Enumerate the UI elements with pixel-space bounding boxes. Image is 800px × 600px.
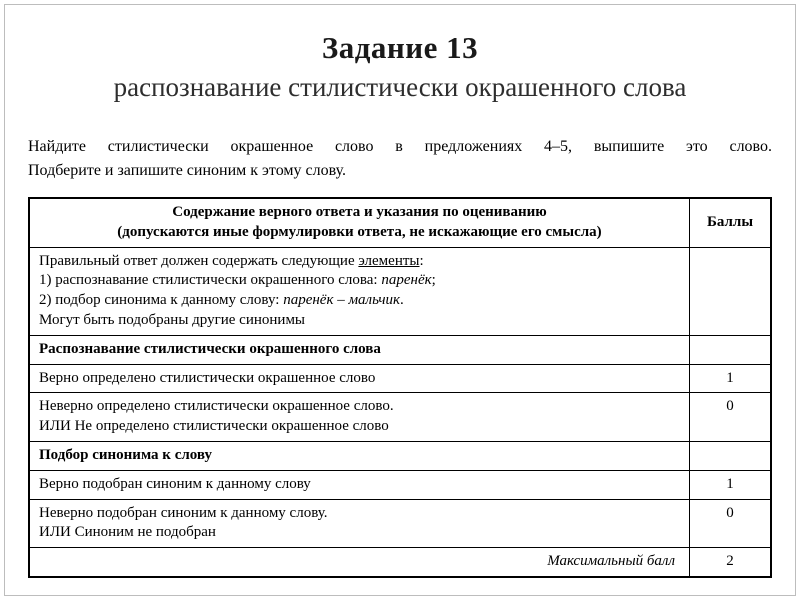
row-text: Верно определено стилистически окрашенное слово [29, 364, 690, 393]
task-text [28, 135, 772, 183]
table-row [29, 470, 771, 499]
slide-title: Задание 13 [321, 30, 479, 65]
row-text: Максимальный балл [29, 548, 690, 577]
table-row [29, 548, 771, 577]
header-score-cell: Баллы [690, 198, 772, 247]
table-row [29, 393, 771, 442]
row-text: Правильный ответ должен содержать следующие элементы: 1) распознавание стилистически окрашенного слова: паренёк; 2) подбор синонима к данному слову: паренёк – мальчик. Могут быть подобраны другие синонимы [29, 247, 690, 335]
row-text: Верно подобран синоним к данному слову [29, 470, 690, 499]
header-content-cell [29, 198, 690, 247]
header-content-subtitle: (допускаются иные формулировки ответа, не искажающие его смысла) [117, 223, 602, 240]
row-score [690, 441, 772, 470]
row-text: Распознавание стилистически окрашенного слова [29, 335, 690, 364]
row-text: Неверно определено стилистически окрашенное слово. ИЛИ Не определено стилистически окрашенное слово [29, 393, 690, 442]
row-text: Неверно подобран синоним к данному слову. ИЛИ Синоним не подобран [29, 499, 690, 548]
table-row [29, 247, 771, 335]
slide-subtitle: распознавание стилистически окрашенного слова [113, 72, 687, 102]
row-score: 1 [690, 470, 772, 499]
task-line-1: Найдите стилистически окрашенное слово в предложениях 4–5, выпишите это слово. [28, 138, 772, 155]
row-score: 2 [690, 548, 772, 577]
criteria-table [28, 197, 772, 578]
row-score [690, 247, 772, 335]
row-score: 0 [690, 499, 772, 548]
row-score [690, 335, 772, 364]
header-content-title: Содержание верного ответа и указания по оцениванию [172, 204, 547, 220]
criteria-table-body [29, 247, 771, 577]
task-line-2: Подберите и запишите синоним к этому слову. [28, 162, 347, 179]
table-row [29, 335, 771, 364]
table-header-row [29, 198, 771, 247]
row-text: Подбор синонима к слову [29, 441, 690, 470]
row-score: 1 [690, 364, 772, 393]
table-row [29, 441, 771, 470]
row-score: 0 [690, 393, 772, 442]
table-row [29, 499, 771, 548]
table-row [29, 364, 771, 393]
